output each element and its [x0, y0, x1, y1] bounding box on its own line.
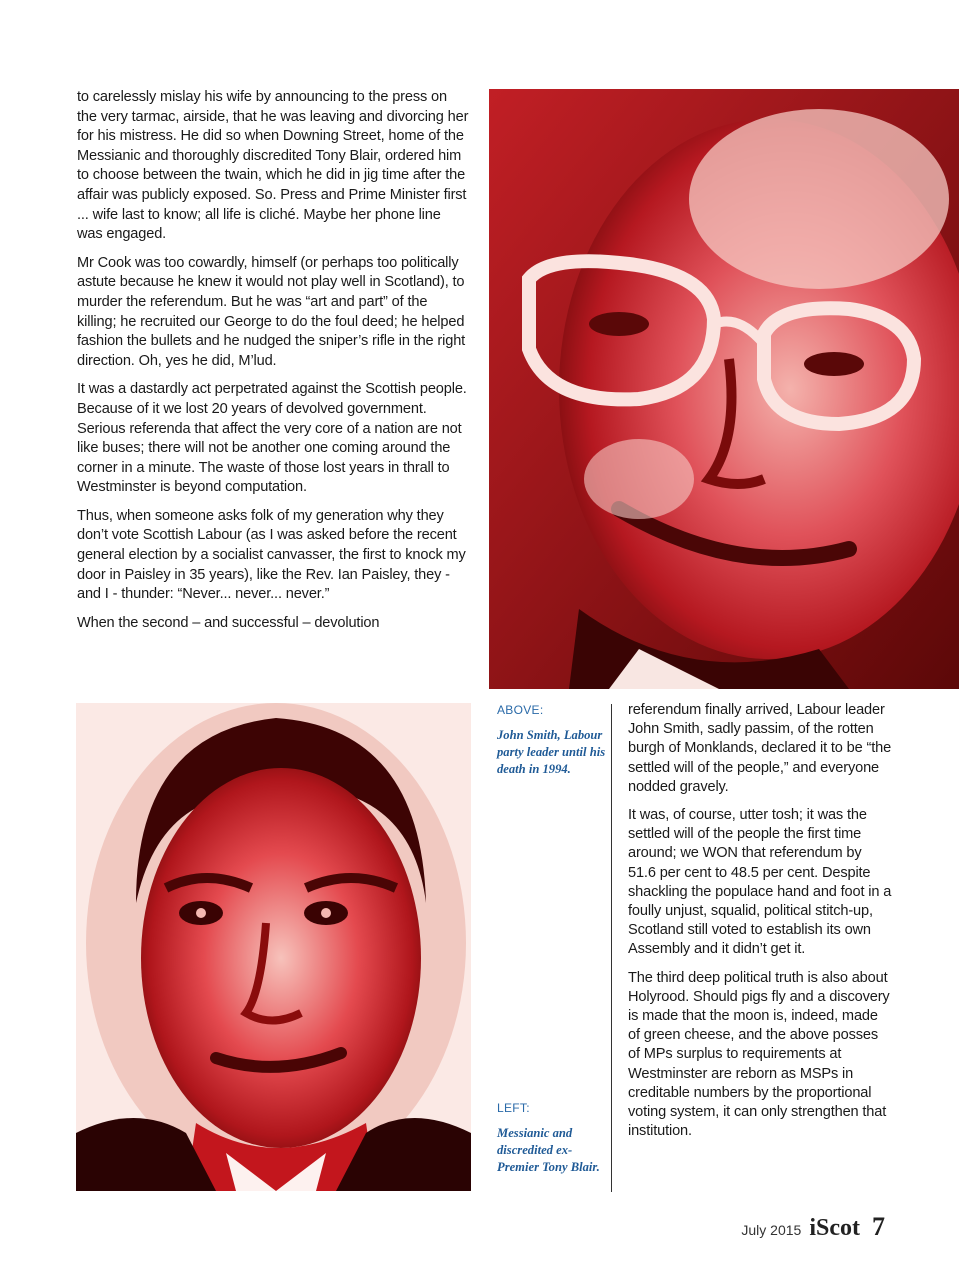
page-number: 7: [872, 1212, 885, 1241]
paragraph: Thus, when someone asks folk of my generation why they don’t vote Scottish Labour (as I was asked before the recent general election by a socialist canvasser, the first to knock my door in Paisley in 35 years), like the Rev. Ian Paisley, they - and I - thunder: “Never... never... never.”: [77, 507, 466, 603]
brand-logo: iScot: [809, 1215, 860, 1241]
paragraph: referendum finally arrived, Labour leader John Smith, sadly passim, of the rotten burgh of Monklands, declared it to be “the settled will of the people,” and everyone nodded gravely.: [628, 702, 892, 795]
paragraph: When the second – and successful – devolution: [77, 614, 380, 631]
paragraph: It was, of course, utter tosh; it was the settled will of the people the first time around; we WON that referendum by 51.6 per cent to 48.5 per cent. Despite shackling the populace hand and foot in a foully unjust, squalid, political stitch-up, Scotland still voted to establish its own Assembly and it didn’t get it.: [628, 807, 892, 958]
article-right-column: [628, 701, 893, 1150]
article-left-column: [77, 88, 469, 642]
tony-blair-photo: [76, 703, 471, 1191]
caption-label: LEFT:: [497, 1101, 530, 1115]
paragraph: to carelessly mislay his wife by announcing to the press on the very tarmac, airside, that he was leaving and divorcing her for his mistress. He did so when Downing Street, home of the Messianic and thoroughly discredited Tony Blair, ordered him to choose between the twain, which he did in jig time after the affair was publicly exposed. So. Press and Prime Minister first ... wife last to know; all life is cliché. Maybe her phone line was engaged.: [77, 89, 469, 243]
john-smith-photo: [489, 89, 959, 689]
caption-text: John Smith, Labour party leader until his death in 1994.: [497, 728, 606, 776]
issue-date: July 2015: [741, 1222, 802, 1238]
page-footer: [741, 1212, 885, 1248]
paragraph: The third deep political truth is also about Holyrood. Should pigs fly and a discovery is made that the moon is, indeed, made of green cheese, and the above posses of MPs surplus to requirements at Westminster are reborn as MSPs in creditable numbers by the proportional voting system, it can only strengthen that institution.: [628, 969, 890, 1140]
caption-above: [497, 703, 612, 778]
caption-left: [497, 1101, 612, 1176]
caption-label: ABOVE:: [497, 703, 544, 717]
paragraph: It was a dastardly act perpetrated against the Scottish people. Because of it we lost 20 years of devolved government. Serious referenda that affect the very core of a nation are not like buses; there will not be another one coming around the corner in a minute. The waste of those lost years in thrall to Westminster is beyond computation.: [77, 381, 467, 496]
caption-divider: [611, 704, 612, 1192]
paragraph: Mr Cook was too cowardly, himself (or perhaps too politically astute because he knew it would not play well in Scotland), to murder the referendum. But he was “art and part” of the killing; he recruited our George to do the foul deed; he helped fashion the bullets and he nudged the sniper’s rifle in the right direction. Oh, yes he did, M’lud.: [77, 254, 466, 369]
caption-text: Messianic and discredited ex-Premier Tony Blair.: [497, 1126, 600, 1174]
